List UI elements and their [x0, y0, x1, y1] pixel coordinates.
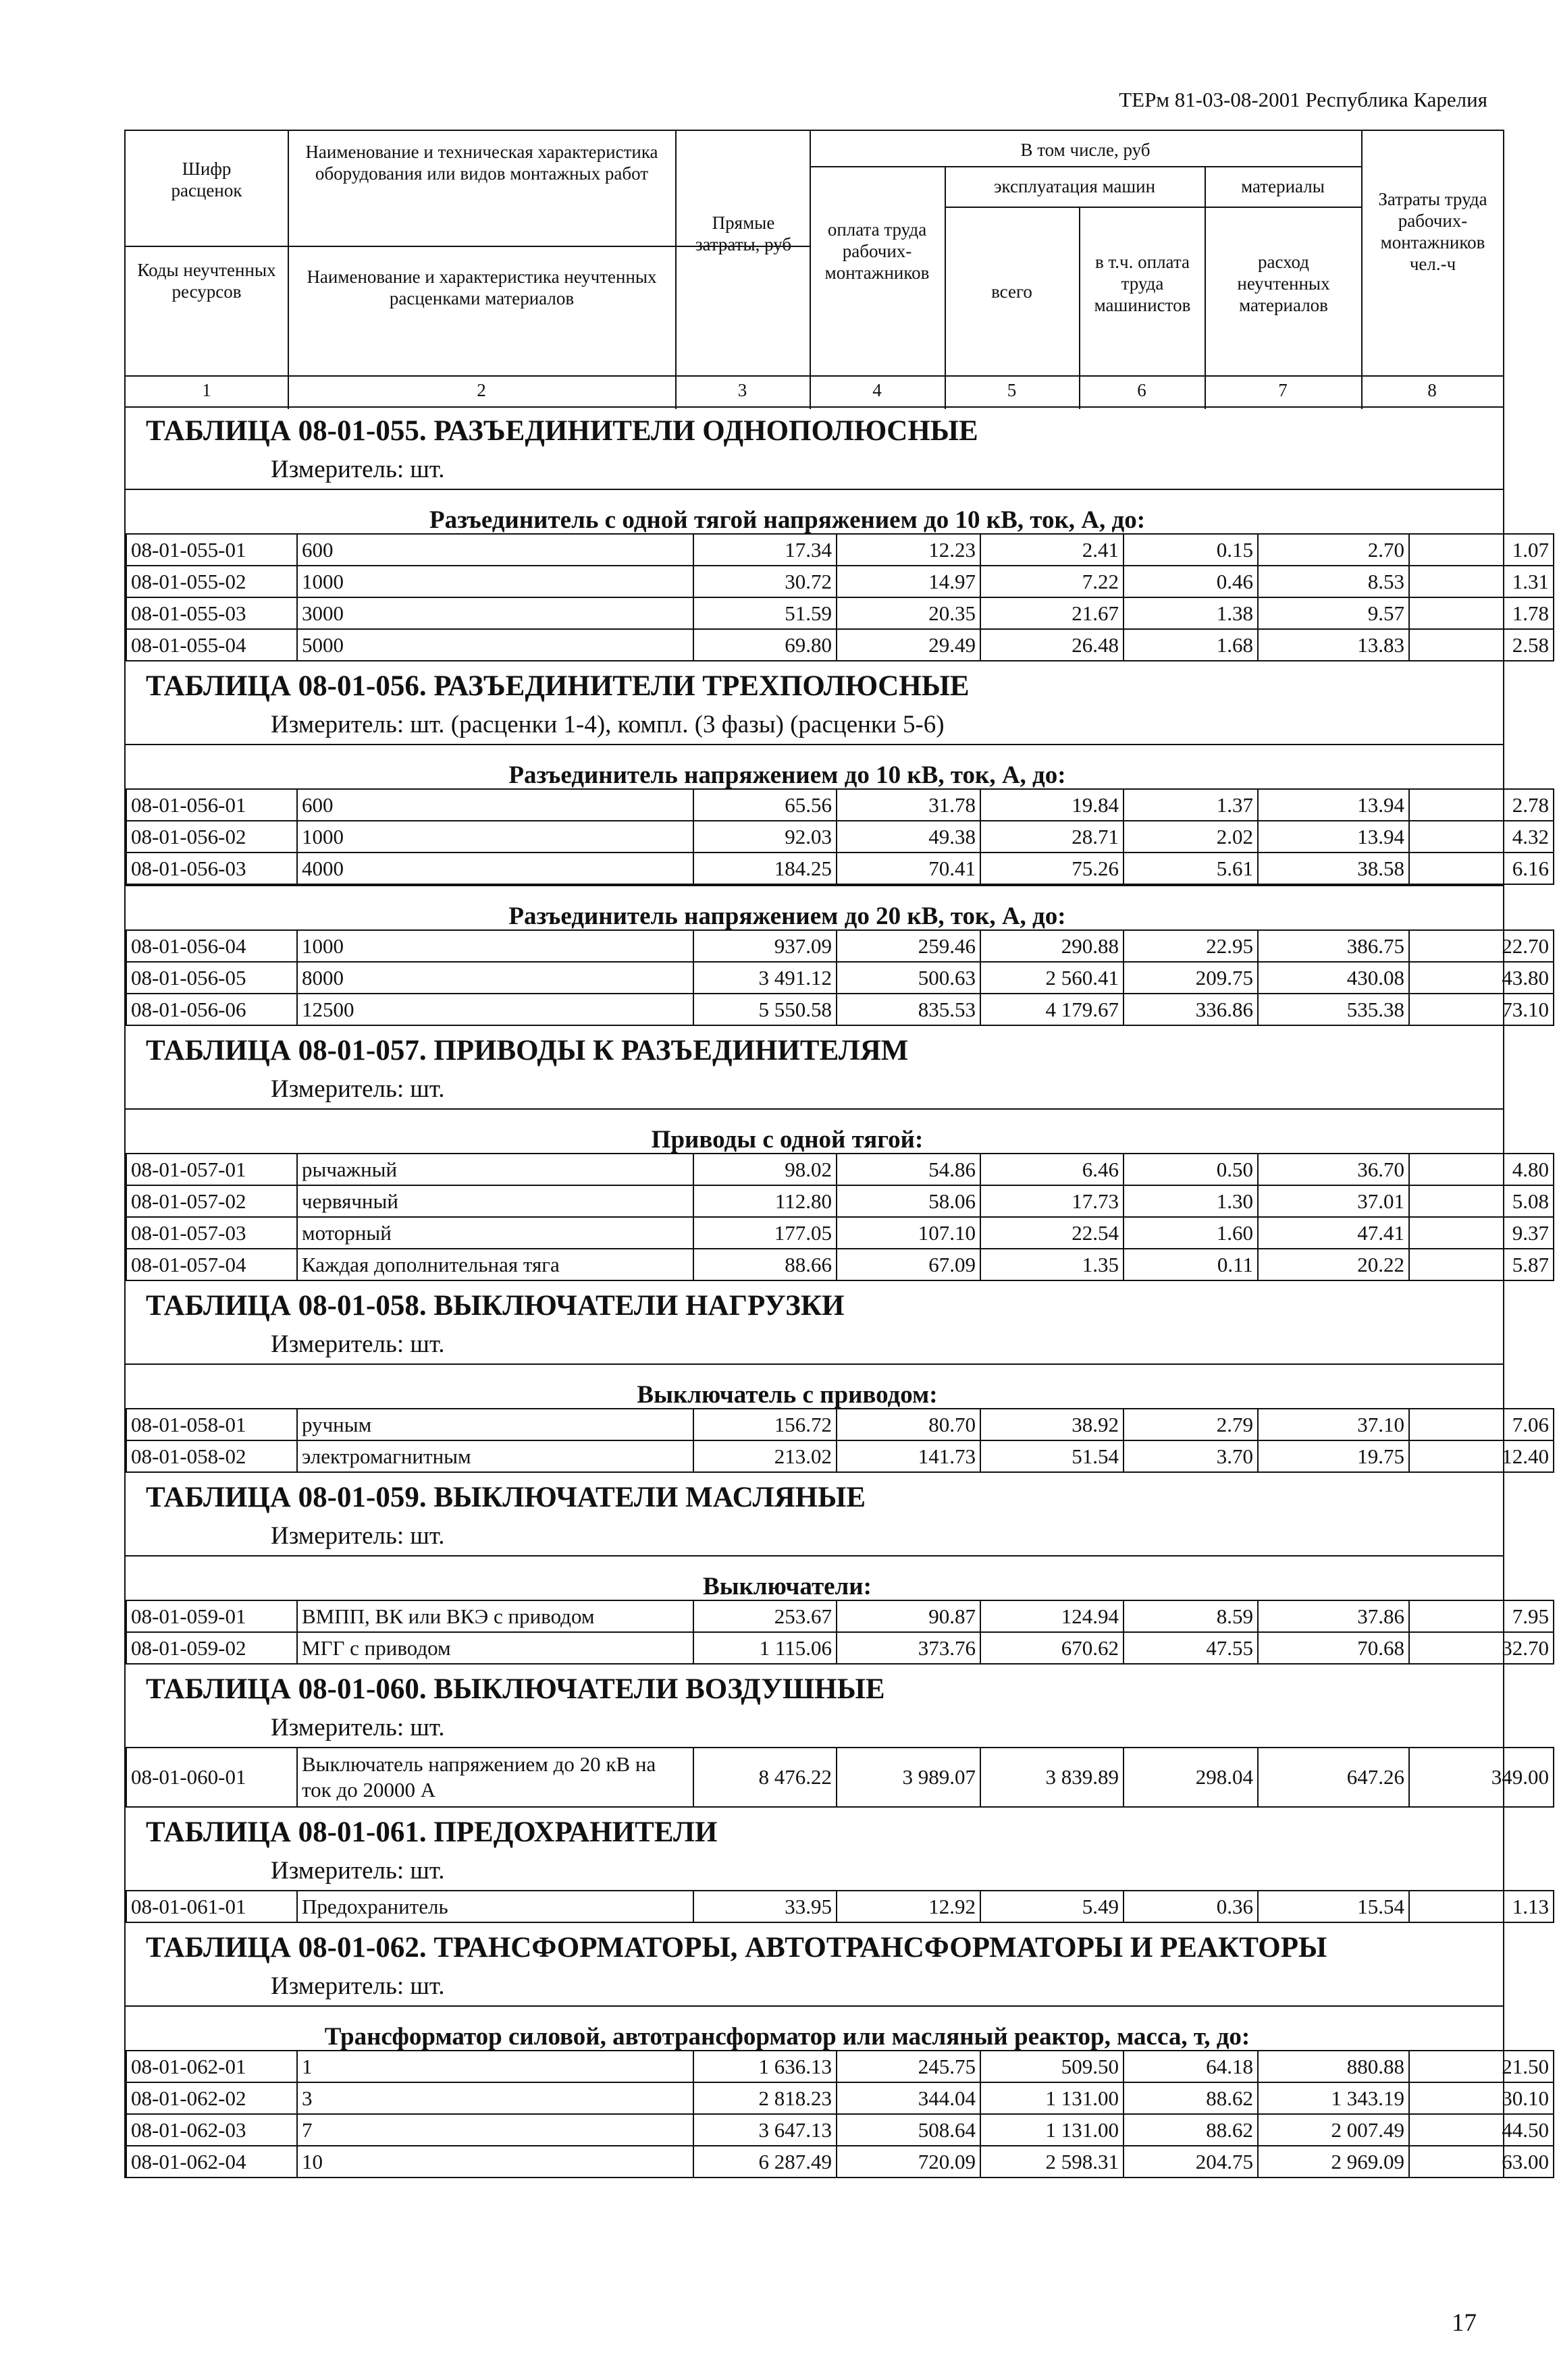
- machines-total: 38.92: [980, 1409, 1124, 1440]
- machines-total: 5.49: [980, 1891, 1124, 1922]
- table-row: [126, 789, 1554, 821]
- labor-hours: 1.07: [1409, 534, 1554, 566]
- machines-labor-pay: 88.62: [1124, 2114, 1258, 2146]
- header-num: 4: [872, 380, 882, 400]
- materials: 430.08: [1258, 962, 1409, 994]
- row-name: 1000: [297, 930, 693, 962]
- table-row: [126, 1154, 1554, 1185]
- labor-pay: 14.97: [837, 566, 980, 597]
- row-code: 08-01-060-01: [126, 1748, 297, 1807]
- labor-hours: 32.70: [1409, 1632, 1554, 1664]
- header-labor-pay: оплата труда рабочих-монтажников: [824, 219, 930, 283]
- table-row: [126, 2114, 1554, 2146]
- row-name: ручным: [297, 1409, 693, 1440]
- row-name: Выключатель напряжением до 20 кВ на ток до 20000 А: [297, 1748, 693, 1807]
- direct-costs: 92.03: [693, 821, 837, 853]
- machines-total: 2 560.41: [980, 962, 1124, 994]
- table-row: [126, 1440, 1554, 1472]
- group-title: Трансформатор силовой, автотрансформатор или масляный реактор, масса, т, до:: [126, 2005, 1503, 2050]
- section-measure: Измеритель: шт.: [271, 1330, 445, 1358]
- materials: 38.58: [1258, 853, 1409, 884]
- materials: 36.70: [1258, 1154, 1409, 1185]
- labor-pay: 720.09: [837, 2146, 980, 2178]
- row-name: 8000: [297, 962, 693, 994]
- row-name: червячный: [297, 1185, 693, 1217]
- machines-total: 51.54: [980, 1440, 1124, 1472]
- group-title: Выключатель с приводом:: [126, 1363, 1503, 1408]
- materials: 8.53: [1258, 566, 1409, 597]
- labor-pay: 58.06: [837, 1185, 980, 1217]
- labor-pay: 373.76: [837, 1632, 980, 1664]
- labor-pay: 54.86: [837, 1154, 980, 1185]
- header-num: 8: [1427, 380, 1437, 400]
- row-code: 08-01-058-01: [126, 1409, 297, 1440]
- machines-labor-pay: 0.36: [1124, 1891, 1258, 1922]
- row-name: ВМПП, ВК или ВКЭ с приводом: [297, 1600, 693, 1632]
- price-table-section: [124, 1923, 1549, 2178]
- direct-costs: 937.09: [693, 930, 837, 962]
- labor-hours: 1.78: [1409, 597, 1554, 629]
- row-name: 3: [297, 2082, 693, 2114]
- table-row: [126, 930, 1554, 962]
- labor-pay: 259.46: [837, 930, 980, 962]
- direct-costs: 3 647.13: [693, 2114, 837, 2146]
- header-num: 3: [737, 380, 747, 400]
- direct-costs: 8 476.22: [693, 1748, 837, 1807]
- machines-total: 290.88: [980, 930, 1124, 962]
- labor-hours: 5.87: [1409, 1249, 1554, 1280]
- machines-total: 2.41: [980, 534, 1124, 566]
- header-num: 1: [202, 380, 211, 400]
- row-code: 08-01-062-03: [126, 2114, 297, 2146]
- materials: 19.75: [1258, 1440, 1409, 1472]
- row-name: моторный: [297, 1217, 693, 1249]
- machines-labor-pay: 47.55: [1124, 1632, 1258, 1664]
- machines-total: 7.22: [980, 566, 1124, 597]
- machines-labor-pay: 2.79: [1124, 1409, 1258, 1440]
- machines-total: 509.50: [980, 2051, 1124, 2082]
- labor-pay: 835.53: [837, 994, 980, 1025]
- table-row: [126, 2051, 1554, 2082]
- table-row: [126, 962, 1554, 994]
- row-code: 08-01-061-01: [126, 1891, 297, 1922]
- header-name-bottom: Наименование и характеристика неучтенных расценками материалов: [307, 267, 657, 308]
- page-number: 17: [1452, 2309, 1477, 2337]
- table-row: [126, 1891, 1554, 1922]
- table-row: [126, 1600, 1554, 1632]
- row-code: 08-01-062-01: [126, 2051, 297, 2082]
- direct-costs: 156.72: [693, 1409, 837, 1440]
- materials: 880.88: [1258, 2051, 1409, 2082]
- labor-pay: 12.92: [837, 1891, 980, 1922]
- table-row: [126, 2146, 1554, 2178]
- table-row: [126, 1748, 1554, 1807]
- labor-hours: 7.95: [1409, 1600, 1554, 1632]
- table-row: [126, 1632, 1554, 1664]
- materials: 20.22: [1258, 1249, 1409, 1280]
- labor-pay: 3 989.07: [837, 1748, 980, 1807]
- section-measure: Измеритель: шт.: [271, 1075, 445, 1103]
- direct-costs: 6 287.49: [693, 2146, 837, 2178]
- machines-labor-pay: 5.61: [1124, 853, 1258, 884]
- row-name: 12500: [297, 994, 693, 1025]
- labor-pay: 107.10: [837, 1217, 980, 1249]
- row-name: 1000: [297, 566, 693, 597]
- machines-total: 75.26: [980, 853, 1124, 884]
- price-table-section: [124, 1473, 1549, 1665]
- labor-hours: 2.58: [1409, 629, 1554, 661]
- direct-costs: 1 115.06: [693, 1632, 837, 1664]
- labor-pay: 12.23: [837, 534, 980, 566]
- price-table-section: [124, 1665, 1549, 1808]
- labor-hours: 4.32: [1409, 821, 1554, 853]
- section-title: ТАБЛИЦА 08-01-060. ВЫКЛЮЧАТЕЛИ ВОЗДУШНЫЕ: [146, 1673, 885, 1705]
- direct-costs: 33.95: [693, 1891, 837, 1922]
- machines-total: 21.67: [980, 597, 1124, 629]
- table-row: [126, 2082, 1554, 2114]
- labor-pay: 500.63: [837, 962, 980, 994]
- machines-labor-pay: 0.46: [1124, 566, 1258, 597]
- column-header: [124, 130, 1504, 408]
- materials: 37.01: [1258, 1185, 1409, 1217]
- machines-labor-pay: 3.70: [1124, 1440, 1258, 1472]
- row-name: электромагнитным: [297, 1440, 693, 1472]
- machines-total: 670.62: [980, 1632, 1124, 1664]
- labor-hours: 73.10: [1409, 994, 1554, 1025]
- machines-labor-pay: 8.59: [1124, 1600, 1258, 1632]
- document-reference: ТЕРм 81-03-08-2001 Республика Карелия: [1119, 88, 1487, 111]
- header-labor-cost: Затраты труда рабочих-монтажников чел.-ч: [1378, 189, 1487, 274]
- machines-total: 22.54: [980, 1217, 1124, 1249]
- direct-costs: 69.80: [693, 629, 837, 661]
- machines-labor-pay: 1.30: [1124, 1185, 1258, 1217]
- row-name: 7: [297, 2114, 693, 2146]
- materials: 15.54: [1258, 1891, 1409, 1922]
- section-measure: Измеритель: шт.: [271, 1522, 445, 1550]
- section-title: ТАБЛИЦА 08-01-061. ПРЕДОХРАНИТЕЛИ: [146, 1816, 718, 1848]
- labor-hours: 349.00: [1409, 1748, 1554, 1807]
- materials: 535.38: [1258, 994, 1409, 1025]
- row-name: 3000: [297, 597, 693, 629]
- row-code: 08-01-062-04: [126, 2146, 297, 2178]
- machines-labor-pay: 209.75: [1124, 962, 1258, 994]
- header-name-top: Наименование и техническая характеристика оборудования или видов монтажных работ: [305, 142, 658, 184]
- labor-pay: 508.64: [837, 2114, 980, 2146]
- row-code: 08-01-057-04: [126, 1249, 297, 1280]
- machines-labor-pay: 336.86: [1124, 994, 1258, 1025]
- section-measure: Измеритель: шт.: [271, 1972, 445, 2000]
- labor-pay: 245.75: [837, 2051, 980, 2082]
- machines-total: 1 131.00: [980, 2114, 1124, 2146]
- row-code: 08-01-056-06: [126, 994, 297, 1025]
- row-code: 08-01-062-02: [126, 2082, 297, 2114]
- row-code: 08-01-056-02: [126, 821, 297, 853]
- labor-pay: 20.35: [837, 597, 980, 629]
- row-code: 08-01-055-01: [126, 534, 297, 566]
- materials: 37.10: [1258, 1409, 1409, 1440]
- row-name: рычажный: [297, 1154, 693, 1185]
- machines-labor-pay: 0.11: [1124, 1249, 1258, 1280]
- labor-pay: 70.41: [837, 853, 980, 884]
- labor-hours: 30.10: [1409, 2082, 1554, 2114]
- labor-pay: 344.04: [837, 2082, 980, 2114]
- machines-labor-pay: 1.68: [1124, 629, 1258, 661]
- table-row: [126, 1409, 1554, 1440]
- machines-total: 28.71: [980, 821, 1124, 853]
- row-code: 08-01-057-03: [126, 1217, 297, 1249]
- group-title: Разъединитель с одной тягой напряжением до 10 кВ, ток, А, до:: [126, 489, 1503, 533]
- labor-pay: 141.73: [837, 1440, 980, 1472]
- row-code: 08-01-056-01: [126, 789, 297, 821]
- table-row: [126, 1217, 1554, 1249]
- labor-hours: 21.50: [1409, 2051, 1554, 2082]
- tables-container: [124, 406, 1549, 2178]
- direct-costs: 5 550.58: [693, 994, 837, 1025]
- price-table-section: [124, 661, 1549, 1026]
- direct-costs: 98.02: [693, 1154, 837, 1185]
- direct-costs: 51.59: [693, 597, 837, 629]
- row-code: 08-01-055-04: [126, 629, 297, 661]
- section-title: ТАБЛИЦА 08-01-059. ВЫКЛЮЧАТЕЛИ МАСЛЯНЫЕ: [146, 1482, 866, 1513]
- materials: 13.83: [1258, 629, 1409, 661]
- price-table: [126, 929, 1554, 1026]
- direct-costs: 253.67: [693, 1600, 837, 1632]
- direct-costs: 65.56: [693, 789, 837, 821]
- row-name: МГГ с приводом: [297, 1632, 693, 1664]
- price-table-section: [124, 1026, 1549, 1281]
- materials: 9.57: [1258, 597, 1409, 629]
- table-row: [126, 597, 1554, 629]
- labor-hours: 2.78: [1409, 789, 1554, 821]
- materials: 13.94: [1258, 821, 1409, 853]
- section-title: ТАБЛИЦА 08-01-062. ТРАНСФОРМАТОРЫ, АВТОТРАНСФОРМАТОРЫ И РЕАКТОРЫ: [146, 1932, 1327, 1964]
- machines-total: 26.48: [980, 629, 1124, 661]
- row-name: 600: [297, 534, 693, 566]
- row-name: 5000: [297, 629, 693, 661]
- section-title: ТАБЛИЦА 08-01-055. РАЗЪЕДИНИТЕЛИ ОДНОПОЛЮСНЫЕ: [146, 415, 978, 447]
- row-code: 08-01-057-02: [126, 1185, 297, 1217]
- labor-hours: 63.00: [1409, 2146, 1554, 2178]
- row-code: 08-01-056-03: [126, 853, 297, 884]
- labor-hours: 4.80: [1409, 1154, 1554, 1185]
- price-table: [126, 1153, 1554, 1281]
- section-measure: Измеритель: шт.: [271, 1857, 445, 1885]
- row-code: 08-01-059-02: [126, 1632, 297, 1664]
- section-measure: Измеритель: шт.: [271, 456, 445, 483]
- group-title: Приводы с одной тягой:: [126, 1108, 1503, 1153]
- labor-hours: 5.08: [1409, 1185, 1554, 1217]
- machines-total: 124.94: [980, 1600, 1124, 1632]
- row-code: 08-01-056-05: [126, 962, 297, 994]
- machines-labor-pay: 22.95: [1124, 930, 1258, 962]
- machines-total: 17.73: [980, 1185, 1124, 1217]
- price-table-section: [124, 1808, 1549, 1923]
- direct-costs: 184.25: [693, 853, 837, 884]
- direct-costs: 1 636.13: [693, 2051, 837, 2082]
- row-name: 1: [297, 2051, 693, 2082]
- machines-labor-pay: 298.04: [1124, 1748, 1258, 1807]
- header-num: 6: [1137, 380, 1146, 400]
- header-direct-costs: Прямые затраты, руб: [695, 213, 792, 254]
- labor-pay: 29.49: [837, 629, 980, 661]
- header-code-bottom: Коды неучтенных ресурсов: [137, 260, 276, 302]
- group-title: Разъединитель напряжением до 20 кВ, ток, А, до:: [126, 885, 1503, 929]
- price-table: [126, 1600, 1554, 1665]
- section-title: ТАБЛИЦА 08-01-056. РАЗЪЕДИНИТЕЛИ ТРЕХПОЛЮСНЫЕ: [146, 670, 970, 702]
- labor-hours: 9.37: [1409, 1217, 1554, 1249]
- row-name: 4000: [297, 853, 693, 884]
- materials: 1 343.19: [1258, 2082, 1409, 2114]
- price-table: [126, 788, 1554, 885]
- labor-hours: 1.13: [1409, 1891, 1554, 1922]
- labor-hours: 43.80: [1409, 962, 1554, 994]
- machines-labor-pay: 1.60: [1124, 1217, 1258, 1249]
- header-num: 2: [477, 380, 486, 400]
- machines-labor-pay: 0.50: [1124, 1154, 1258, 1185]
- direct-costs: 88.66: [693, 1249, 837, 1280]
- table-row: [126, 994, 1554, 1025]
- table-row: [126, 534, 1554, 566]
- header-machines-total: всего: [991, 281, 1032, 302]
- machines-total: 1 131.00: [980, 2082, 1124, 2114]
- price-table-section: [124, 406, 1549, 661]
- table-row: [126, 1249, 1554, 1280]
- labor-hours: 12.40: [1409, 1440, 1554, 1472]
- direct-costs: 30.72: [693, 566, 837, 597]
- machines-labor-pay: 2.02: [1124, 821, 1258, 853]
- direct-costs: 177.05: [693, 1217, 837, 1249]
- price-table: [126, 2050, 1554, 2178]
- header-num: 5: [1007, 380, 1017, 400]
- machines-labor-pay: 204.75: [1124, 2146, 1258, 2178]
- direct-costs: 17.34: [693, 534, 837, 566]
- header-machines-labor: в т.ч. оплата труда машинистов: [1094, 252, 1191, 315]
- machines-total: 4 179.67: [980, 994, 1124, 1025]
- table-row: [126, 629, 1554, 661]
- section-measure: Измеритель: шт. (расценки 1-4), компл. (3 фазы) (расценки 5-6): [271, 711, 945, 738]
- materials: 2.70: [1258, 534, 1409, 566]
- labor-pay: 49.38: [837, 821, 980, 853]
- row-code: 08-01-059-01: [126, 1600, 297, 1632]
- machines-labor-pay: 0.15: [1124, 534, 1258, 566]
- labor-hours: 6.16: [1409, 853, 1554, 884]
- materials: 70.68: [1258, 1632, 1409, 1664]
- header-machines: эксплуатация машин: [993, 176, 1156, 196]
- section-measure: Измеритель: шт.: [271, 1714, 445, 1741]
- machines-total: 3 839.89: [980, 1748, 1124, 1807]
- row-name: 1000: [297, 821, 693, 853]
- row-code: 08-01-058-02: [126, 1440, 297, 1472]
- price-table-section: [124, 1281, 1549, 1473]
- group-title: Выключатели:: [126, 1555, 1503, 1600]
- machines-labor-pay: 1.38: [1124, 597, 1258, 629]
- materials: 13.94: [1258, 789, 1409, 821]
- labor-pay: 31.78: [837, 789, 980, 821]
- section-title: ТАБЛИЦА 08-01-057. ПРИВОДЫ К РАЗЪЕДИНИТЕЛЯМ: [146, 1035, 909, 1066]
- table-row: [126, 821, 1554, 853]
- header-materials-sub: расход неучтенных материалов: [1237, 252, 1330, 315]
- table-row: [126, 566, 1554, 597]
- machines-labor-pay: 64.18: [1124, 2051, 1258, 2082]
- price-table: [126, 1890, 1554, 1923]
- row-code: 08-01-055-02: [126, 566, 297, 597]
- header-code-top: Шифр расценок: [171, 159, 242, 200]
- price-table: [126, 1747, 1554, 1808]
- machines-labor-pay: 1.37: [1124, 789, 1258, 821]
- direct-costs: 2 818.23: [693, 2082, 837, 2114]
- labor-hours: 7.06: [1409, 1409, 1554, 1440]
- machines-total: 1.35: [980, 1249, 1124, 1280]
- row-name: Предохранитель: [297, 1891, 693, 1922]
- materials: 2 969.09: [1258, 2146, 1409, 2178]
- materials: 2 007.49: [1258, 2114, 1409, 2146]
- row-code: 08-01-055-03: [126, 597, 297, 629]
- header-num: 7: [1278, 380, 1288, 400]
- machines-total: 6.46: [980, 1154, 1124, 1185]
- group-title: Разъединитель напряжением до 10 кВ, ток, А, до:: [126, 744, 1503, 788]
- labor-hours: 44.50: [1409, 2114, 1554, 2146]
- header-materials: материалы: [1241, 176, 1325, 196]
- table-row: [126, 1185, 1554, 1217]
- table-row: [126, 853, 1554, 884]
- labor-hours: 22.70: [1409, 930, 1554, 962]
- machines-total: 19.84: [980, 789, 1124, 821]
- row-name: 10: [297, 2146, 693, 2178]
- machines-total: 2 598.31: [980, 2146, 1124, 2178]
- labor-pay: 90.87: [837, 1600, 980, 1632]
- row-name: 600: [297, 789, 693, 821]
- materials: 386.75: [1258, 930, 1409, 962]
- materials: 37.86: [1258, 1600, 1409, 1632]
- machines-labor-pay: 88.62: [1124, 2082, 1258, 2114]
- row-code: 08-01-057-01: [126, 1154, 297, 1185]
- price-table: [126, 533, 1554, 661]
- direct-costs: 213.02: [693, 1440, 837, 1472]
- materials: 47.41: [1258, 1217, 1409, 1249]
- labor-hours: 1.31: [1409, 566, 1554, 597]
- price-table: [126, 1408, 1554, 1473]
- direct-costs: 112.80: [693, 1185, 837, 1217]
- direct-costs: 3 491.12: [693, 962, 837, 994]
- labor-pay: 67.09: [837, 1249, 980, 1280]
- header-incl: В том числе, руб: [1020, 140, 1151, 160]
- row-name: Каждая дополнительная тяга: [297, 1249, 693, 1280]
- row-code: 08-01-056-04: [126, 930, 297, 962]
- labor-pay: 80.70: [837, 1409, 980, 1440]
- materials: 647.26: [1258, 1748, 1409, 1807]
- section-title: ТАБЛИЦА 08-01-058. ВЫКЛЮЧАТЕЛИ НАГРУЗКИ: [146, 1290, 845, 1322]
